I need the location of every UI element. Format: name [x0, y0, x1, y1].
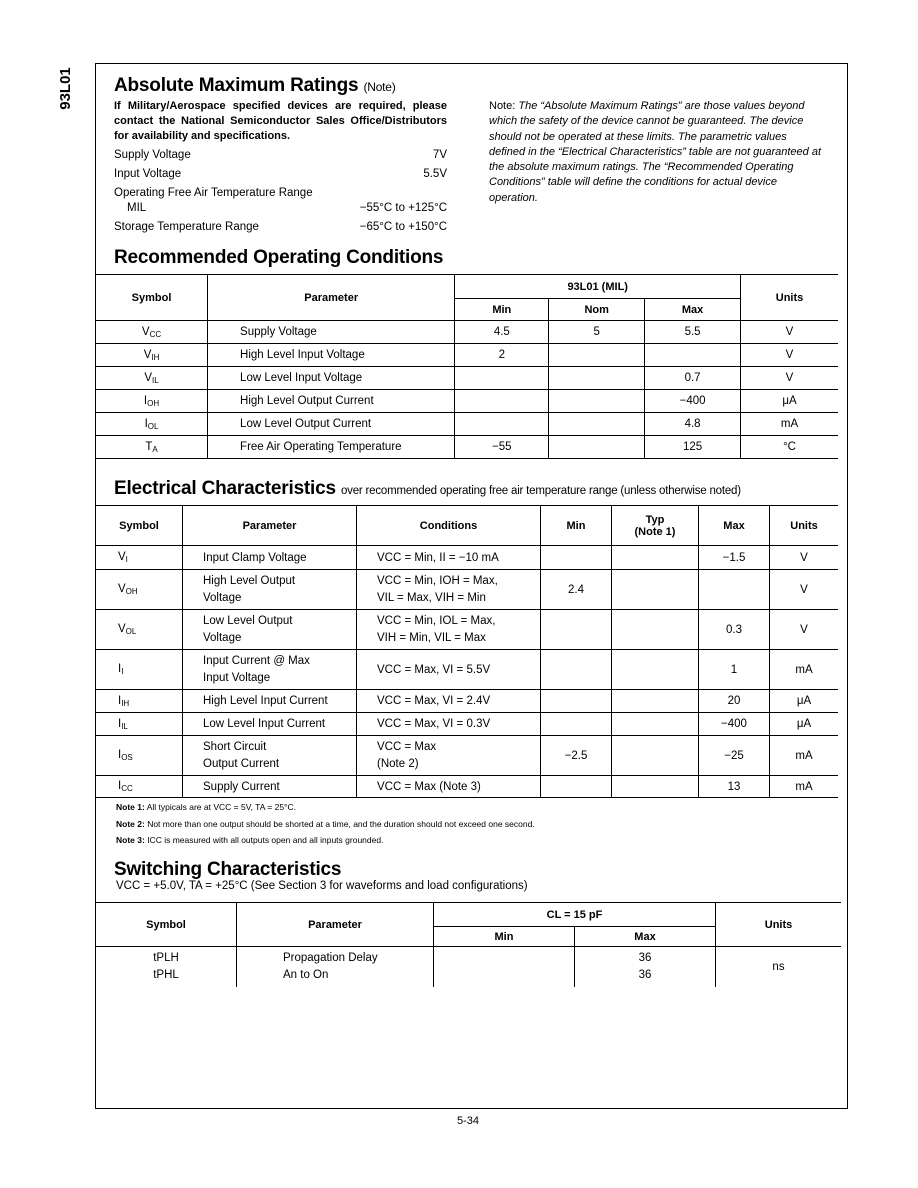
- col-units: Units: [741, 275, 838, 321]
- table-row: $I_{IL}$ Low Level Input Current VCC = Max, VI = 0.3V −400 μA: [96, 713, 838, 736]
- ec-table: [96, 505, 838, 798]
- abs-max-title: Absolute Maximum Ratings (Note): [114, 75, 396, 96]
- col-units: Units: [716, 903, 842, 947]
- col-min: Min: [455, 299, 549, 321]
- col-symbol: Symbol: [96, 275, 208, 321]
- col-conditions: Conditions: [357, 506, 541, 546]
- note-2: Note 2: Not more than one output should be shorted at a time, and the duration should not exceed one second.: [116, 819, 535, 829]
- table-row: tPLH tPHL Propagation Delay An to On 36 36 ns: [96, 947, 841, 987]
- sw-subtitle: VCC = +5.0V, TA = +25°C (See Section 3 for waveforms and load configurations): [116, 880, 528, 892]
- rating-row: MIL −55°C to +125°C: [127, 202, 447, 214]
- ec-title: Electrical Characteristics over recommended operating free air temperature range (unless otherwise noted): [114, 478, 741, 499]
- col-min: Min: [434, 927, 575, 947]
- table-row: $I_{IH}$ High Level Input Current VCC = Max, VI = 2.4V 20 μA: [96, 690, 838, 713]
- rating-row: Storage Temperature Range −65°C to +150°C: [114, 221, 447, 233]
- col-max: Max: [575, 927, 716, 947]
- col-parameter: Parameter: [237, 903, 434, 947]
- note-3: Note 3: ICC is measured with all outputs open and all inputs grounded.: [116, 835, 384, 845]
- note-1: Note 1: All typicals are at VCC = 5V, TA = 25°C.: [116, 802, 296, 812]
- sw-title: Switching Characteristics: [114, 859, 342, 880]
- rating-row: Supply Voltage 7V: [114, 149, 447, 161]
- col-min: Min: [541, 506, 612, 546]
- table-row: $I_{OH}$ High Level Output Current −400 μA: [96, 390, 838, 413]
- abs-max-note: Note: The “Absolute Maximum Ratings” are those values beyond which the safety of the device cannot be guaranteed. The device should not be operated at these limits. The parametric values defined in the “Electrical Characteristics” table are not guaranteed at the absolute maximum ratings. The “Recommended Operating Conditions” table will define the conditions for actual device operation.: [489, 100, 822, 204]
- rating-row: Operating Free Air Temperature Range: [114, 187, 313, 199]
- col-max: Max: [645, 299, 741, 321]
- rating-row: Input Voltage 5.5V: [114, 168, 447, 180]
- sw-table: [96, 902, 841, 987]
- part-number-tag: 93L01: [56, 67, 74, 110]
- col-typ: Typ (Note 1): [612, 506, 699, 546]
- table-row: $I_{OS}$ Short Circuit Output Current VCC = Max (Note 2) −2.5 −25 mA: [96, 736, 838, 776]
- col-nom: Nom: [549, 299, 645, 321]
- roc-title: Recommended Operating Conditions: [114, 247, 444, 268]
- page-number: 5-34: [457, 1115, 480, 1127]
- table-row: $I_{CC}$ Supply Current VCC = Max (Note 3) 13 mA: [96, 776, 838, 798]
- col-group: CL = 15 pF: [434, 903, 716, 927]
- table-row: $V_I$ Input Clamp Voltage VCC = Min, II = −10 mA −1.5 V: [96, 546, 838, 570]
- table-row: $V_{IH}$ High Level Input Voltage 2 V: [96, 344, 838, 367]
- table-row: $V_{OH}$ High Level Output Voltage VCC = Min, IOH = Max, VIL = Max, VIH = Min 2.4 V: [96, 570, 838, 610]
- table-row: $V_{OL}$ Low Level Output Voltage VCC = Min, IOL = Max, VIH = Min, VIL = Max 0.3 V: [96, 610, 838, 650]
- table-row: $V_{IL}$ Low Level Input Voltage 0.7 V: [96, 367, 838, 390]
- col-symbol: Symbol: [96, 903, 237, 947]
- col-parameter: Parameter: [183, 506, 357, 546]
- col-units: Units: [770, 506, 839, 546]
- col-max: Max: [699, 506, 770, 546]
- table-row: $I_{OL}$ Low Level Output Current 4.8 mA: [96, 413, 838, 436]
- roc-table: [96, 274, 838, 459]
- col-group: 93L01 (MIL): [455, 275, 741, 299]
- col-parameter: Parameter: [208, 275, 455, 321]
- table-row: $I_I$ Input Current @ Max Input Voltage VCC = Max, VI = 5.5V 1 mA: [96, 650, 838, 690]
- table-row: $T_A$ Free Air Operating Temperature −55 125 °C: [96, 436, 838, 459]
- table-row: $V_{CC}$ Supply Voltage 4.5 5 5.5 V: [96, 321, 838, 344]
- military-note: If Military/Aerospace specified devices are required, please contact the National Semiconductor Sales Office/Distributors for availability and specifications.: [114, 100, 447, 142]
- col-symbol: Symbol: [96, 506, 183, 546]
